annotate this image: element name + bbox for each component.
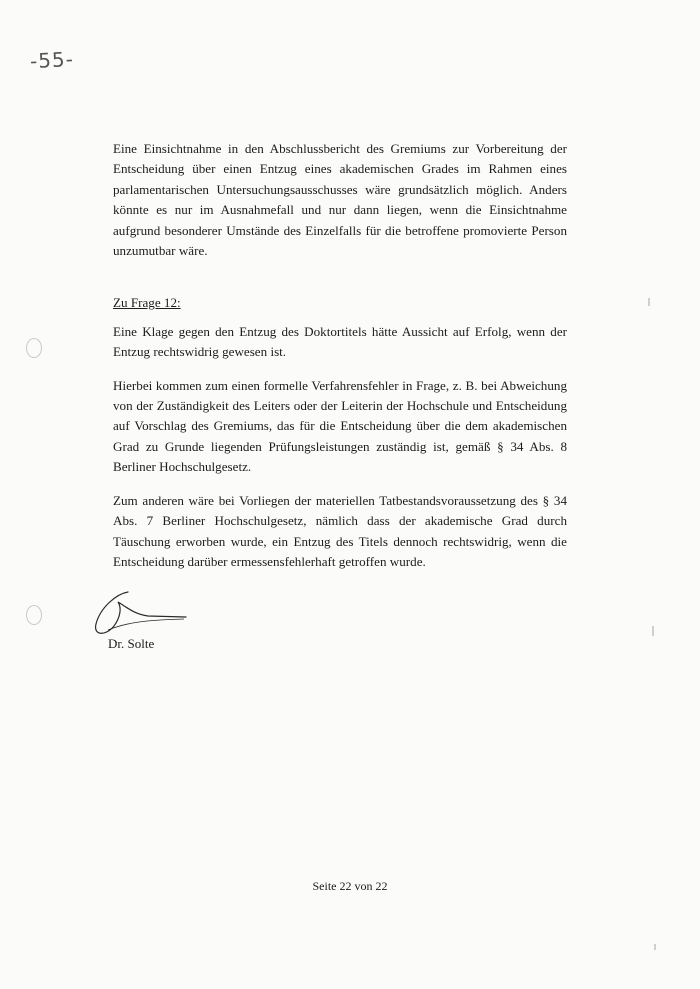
signer-name: Dr. Solte — [108, 636, 155, 651]
section-heading-frage-12: Zu Frage 12: — [113, 295, 181, 311]
paragraph-einsichtnahme: Eine Einsichtnahme in den Abschlussbericht des Gremiums zur Vorbereitung der Entscheidung über einen Entzug eines akademischen Grades im Rahmen eines parlamentarischen Untersuchungsausschusses wäre grundsätzlich möglich. Anders könnte es nur im Ausnahmefall und nur dann liegen, wenn die Einsichtnahme aufgrund besonderer Umstände des Einzelfalls für die betroffene promovierte Person unzumutbar wäre. — [113, 141, 567, 259]
punch-hole-bottom — [26, 605, 42, 625]
handwritten-page-mark: -55- — [29, 46, 75, 74]
scan-mark — [652, 626, 654, 636]
punch-hole-top — [26, 338, 42, 358]
paragraph-verfahrensfehler: Hierbei kommen zum einen formelle Verfahrensfehler in Frage, z. B. bei Abweichung von der Zuständigkeit des Leiters oder der Leiterin der Hochschule und Entscheidung auf Vorschlag des Gremiums, das für die Entscheidung über die dem akademischen Grad zu Grunde liegenden Prüfungsleistungen zuständig ist, gemäß § 34 Abs. 8 Berliner Hochschulgesetz. — [113, 377, 567, 475]
page-number: Seite 22 von 22 — [312, 879, 388, 893]
scan-mark — [654, 944, 656, 950]
scan-mark — [648, 298, 650, 306]
handwritten-signature — [88, 586, 198, 640]
paragraph-ermessensfehler: Zum anderen wäre bei Vorliegen der materiellen Tatbestandsvoraussetzung des § 34 Abs. 7 Berliner Hochschulgesetz, nämlich dass der akademische Grad durch Täuschung erworben wurde, ein Entzug des Titels dennoch rechtswidrig, wenn die Entscheidung darüber ermessensfehlerhaft getroffen wurde. — [113, 492, 567, 569]
paragraph-klage: Eine Klage gegen den Entzug des Doktortitels hätte Aussicht auf Erfolg, wenn der Entzug rechtswidrig gewesen ist. — [113, 323, 567, 360]
body-text — [113, 139, 567, 572]
